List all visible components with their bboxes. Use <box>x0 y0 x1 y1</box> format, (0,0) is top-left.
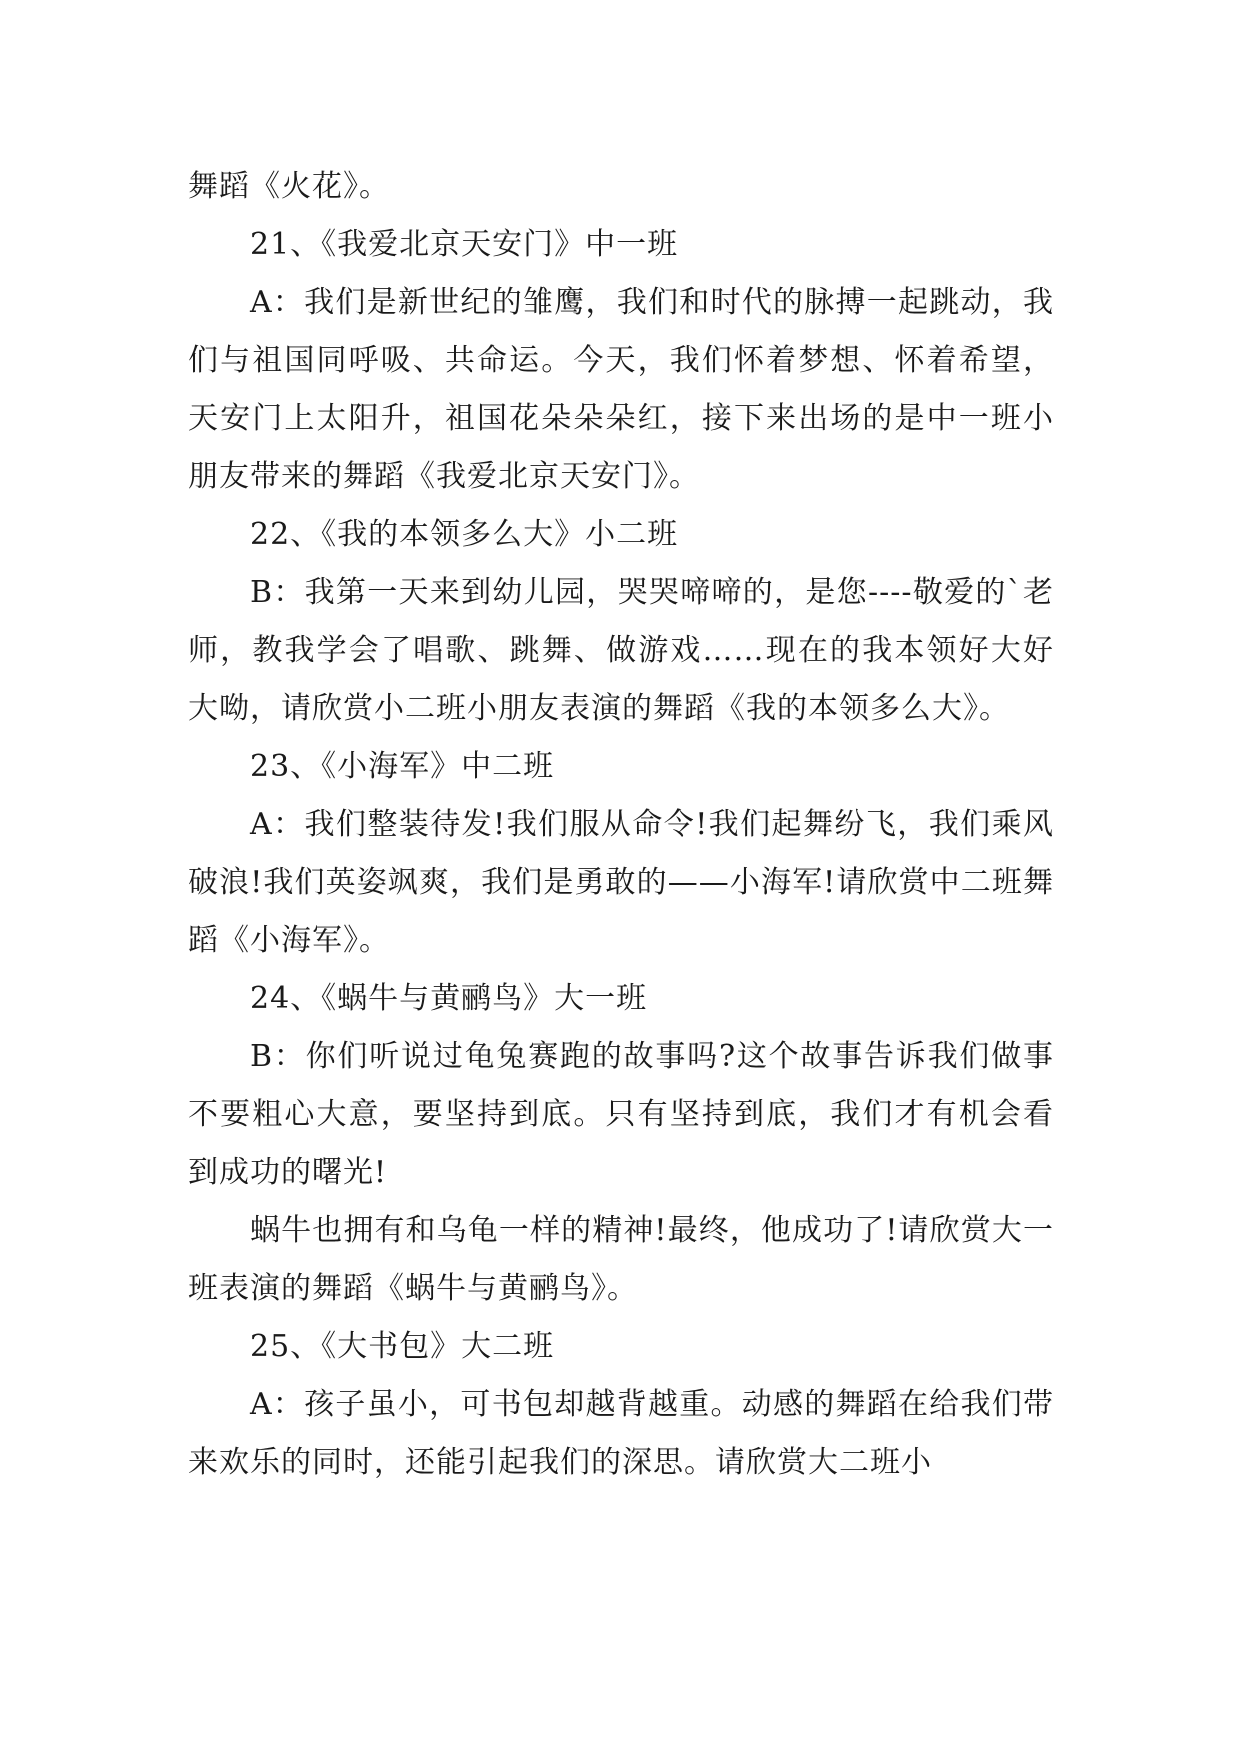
program-heading-22: 22、《我的本领多么大》小二班 <box>250 517 679 552</box>
program-heading-21: 21、《我爱北京天安门》中一班 <box>250 227 679 262</box>
program-heading-23: 23、《小海军》中二班 <box>250 749 555 784</box>
host-line-23: A：我们整装待发!我们服从命令!我们起舞纷飞，我们乘风破浪!我们英姿飒爽，我们是勇敢的——小海军!请欣赏中二班舞蹈《小海军》。 <box>188 807 1054 958</box>
host-line-21: A：我们是新世纪的雏鹰，我们和时代的脉搏一起跳动，我们与祖国同呼吸、共命运。今天，我们怀着梦想、怀着希望，天安门上太阳升，祖国花朵朵朵红，接下来出场的是中一班小朋友带来的舞蹈《我爱北京天安门》。 <box>188 285 1054 494</box>
program-heading-24: 24、《蜗牛与黄鹂鸟》大一班 <box>250 981 648 1016</box>
host-line-24-continued: 蜗牛也拥有和乌龟一样的精神!最终，他成功了!请欣赏大一班表演的舞蹈《蜗牛与黄鹂鸟》。 <box>188 1213 1054 1306</box>
host-line-25: A：孩子虽小，可书包却越背越重。动感的舞蹈在给我们带来欢乐的同时，还能引起我们的深思。请欣赏大二班小 <box>188 1387 1054 1480</box>
paragraph-continuation: 舞蹈《火花》。 <box>188 169 390 204</box>
program-heading-25: 25、《大书包》大二班 <box>250 1329 555 1364</box>
host-line-24: B：你们听说过龟兔赛跑的故事吗?这个故事告诉我们做事不要粗心大意，要坚持到底。只有坚持到底，我们才有机会看到成功的曙光! <box>188 1039 1054 1190</box>
document-body <box>188 158 1054 1492</box>
host-line-22: B：我第一天来到幼儿园，哭哭啼啼的，是您----敬爱的`老师，教我学会了唱歌、跳舞、做游戏……现在的我本领好大好大呦，请欣赏小二班小朋友表演的舞蹈《我的本领多么大》。 <box>188 575 1054 726</box>
